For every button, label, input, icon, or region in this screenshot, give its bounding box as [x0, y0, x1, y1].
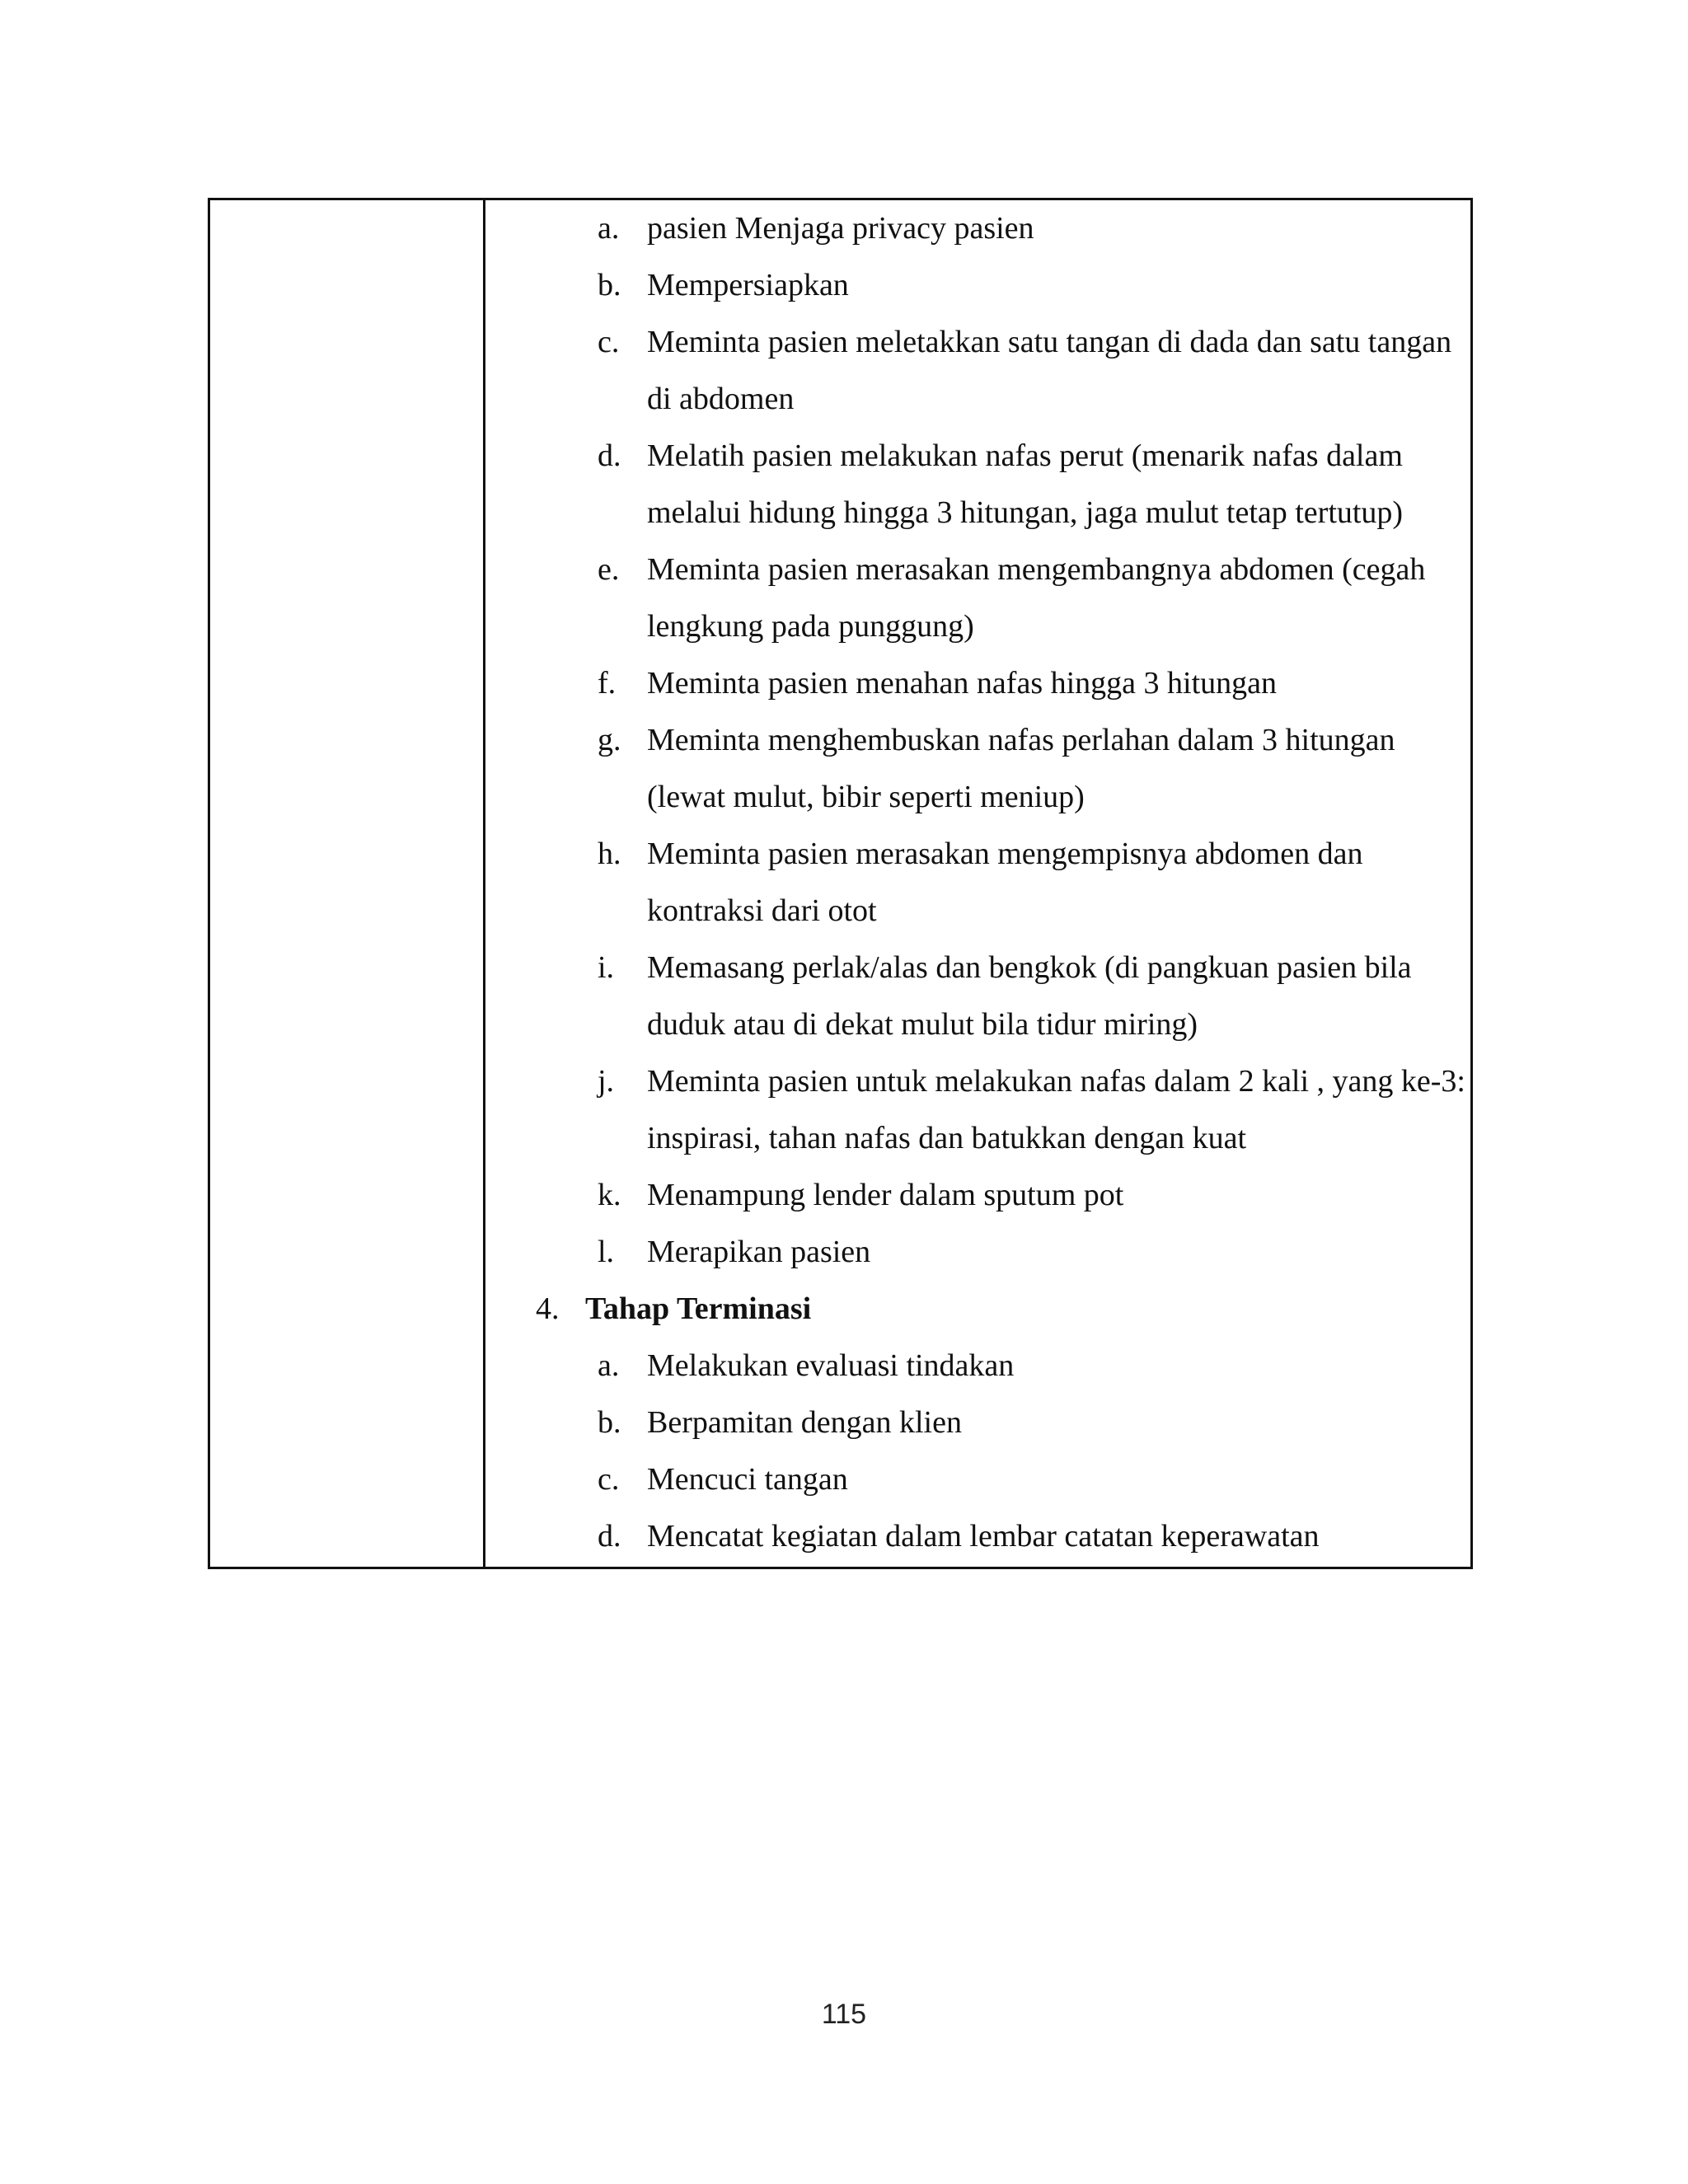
- section-heading: [485, 1281, 1470, 1338]
- list-item-marker: d.: [598, 1519, 621, 1554]
- list-item-text: Melatih pasien melakukan nafas perut (menarik nafas dalam melalui hidung hingga 3 hitungan, jaga mulut tetap tertutup): [647, 438, 1404, 530]
- list-item: [485, 200, 1470, 257]
- list-item-text: Meminta pasien meletakkan satu tangan di dada dan satu tangan di abdomen: [647, 325, 1452, 416]
- list-item: [485, 541, 1470, 655]
- list-item-marker: j.: [598, 1064, 615, 1099]
- list-item-text: Melakukan evaluasi tindakan: [647, 1348, 1015, 1383]
- list-item: [485, 1224, 1470, 1281]
- list-item-marker: f.: [598, 666, 617, 701]
- page-number: 115: [821, 1999, 867, 2030]
- list-item: [485, 314, 1470, 428]
- list-item-marker: c.: [598, 1462, 620, 1497]
- list-item: [485, 1338, 1470, 1394]
- list-item-marker: b.: [598, 1405, 621, 1440]
- list-item-text: Meminta pasien untuk melakukan nafas dalam 2 kali , yang ke-3: inspirasi, tahan nafas dan batukkan dengan kuat: [647, 1064, 1465, 1155]
- list-item-text: Meminta pasien merasakan mengembangnya abdomen (cegah lengkung pada punggung): [647, 552, 1426, 644]
- list-item-marker: c.: [598, 325, 620, 359]
- procedure-list: [485, 200, 1470, 1565]
- list-item-text: Menampung lender dalam sputum pot: [647, 1178, 1124, 1212]
- list-item-marker: b.: [598, 268, 621, 302]
- list-item-marker: i.: [598, 950, 615, 985]
- list-item-marker: h.: [598, 837, 621, 871]
- list-item: [485, 826, 1470, 940]
- list-item-text: Mencuci tangan: [647, 1462, 848, 1497]
- section-title: Tahap Terminasi: [585, 1291, 812, 1326]
- list-item-marker: g.: [598, 723, 621, 757]
- list-item-marker: k.: [598, 1178, 621, 1212]
- list-item: [485, 1053, 1470, 1167]
- list-item-marker: a.: [598, 1348, 620, 1383]
- list-item-marker: e.: [598, 552, 620, 587]
- table-right-column: [485, 200, 1470, 1567]
- list-item-marker: a.: [598, 211, 620, 246]
- list-item-text: Berpamitan dengan klien: [647, 1405, 962, 1440]
- section-number: 4.: [536, 1291, 560, 1326]
- list-item-text: Merapikan pasien: [647, 1235, 871, 1269]
- list-item-text: Mencatat kegiatan dalam lembar catatan keperawatan: [647, 1519, 1320, 1554]
- list-item: [485, 1451, 1470, 1508]
- list-item: [485, 257, 1470, 314]
- procedure-table: [208, 198, 1473, 1569]
- list-item-marker: d.: [598, 438, 621, 473]
- list-item: [485, 1508, 1470, 1565]
- list-item-marker: l.: [598, 1235, 615, 1269]
- list-item-text: pasien Menjaga privacy pasien: [647, 211, 1034, 246]
- table-left-column: [210, 200, 485, 1567]
- list-item: [485, 712, 1470, 826]
- list-item: [485, 940, 1470, 1053]
- list-item: [485, 1167, 1470, 1224]
- list-item-text: Memasang perlak/alas dan bengkok (di pangkuan pasien bila duduk atau di dekat mulut bila tidur miring): [647, 950, 1412, 1042]
- list-item: [485, 1394, 1470, 1451]
- list-item: [485, 655, 1470, 712]
- list-item: [485, 428, 1470, 541]
- list-item-text: Meminta pasien menahan nafas hingga 3 hitungan: [647, 666, 1278, 701]
- list-item-text: Mempersiapkan: [647, 268, 849, 302]
- list-item-text: Meminta pasien merasakan mengempisnya abdomen dan kontraksi dari otot: [647, 837, 1363, 928]
- list-item-text: Meminta menghembuskan nafas perlahan dalam 3 hitungan (lewat mulut, bibir seperti meniup): [647, 723, 1395, 814]
